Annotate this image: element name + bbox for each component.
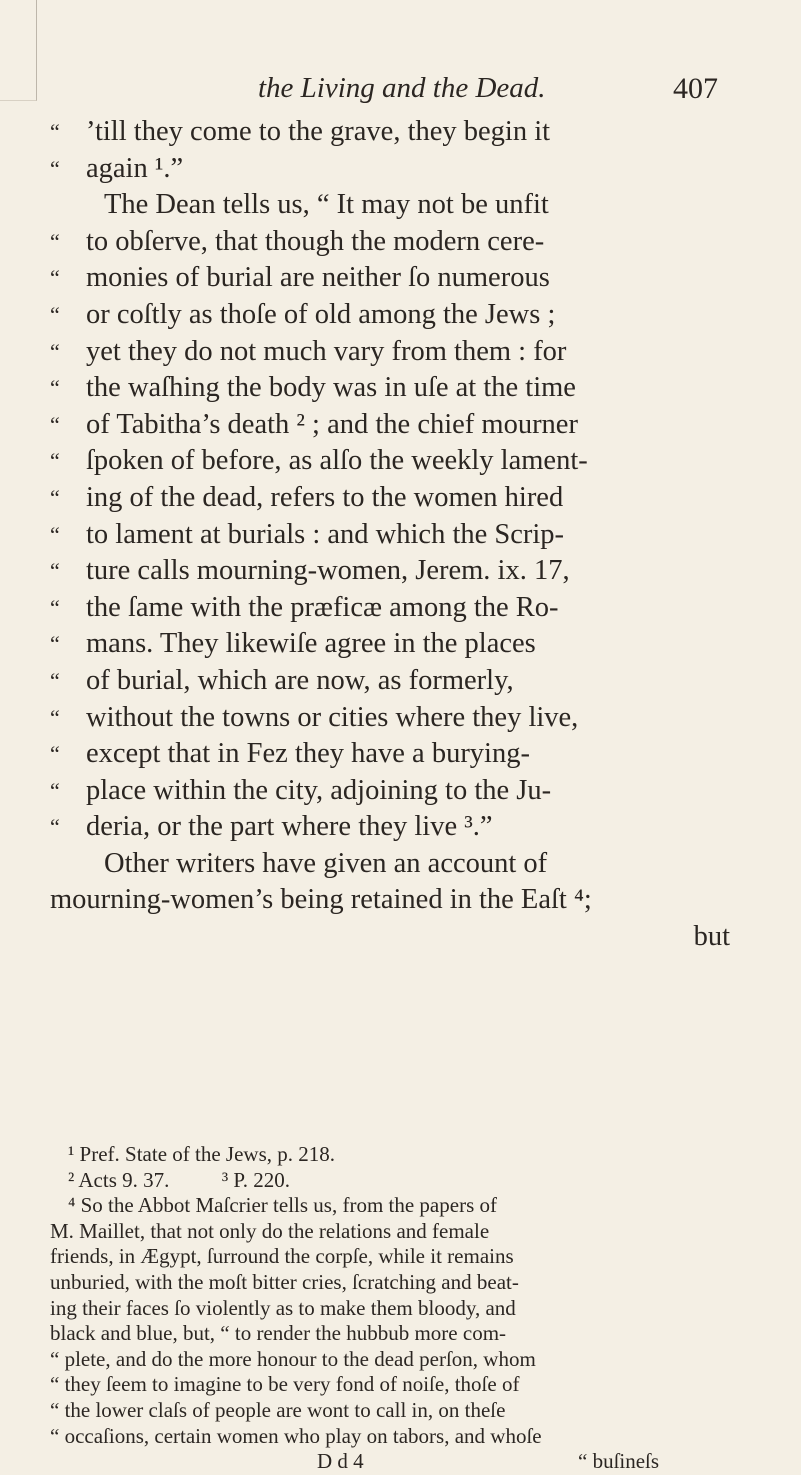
- footnote-line: [50, 1424, 730, 1450]
- quote-mark: “: [50, 155, 60, 181]
- line-text: again ¹.”: [86, 152, 184, 184]
- line-text: to obſerve, that though the modern cere-: [86, 225, 545, 257]
- text-line: [50, 407, 730, 444]
- line-text: Other writers have given an account of: [104, 847, 548, 879]
- text-line: [50, 553, 730, 590]
- quote-mark: “: [50, 448, 60, 474]
- footnote-line: [50, 1142, 730, 1168]
- quote-mark: “: [50, 521, 60, 547]
- footnote-text: “ plete, and do the more honour to the dead perſon, whom: [50, 1346, 536, 1371]
- footnote-line: [50, 1193, 730, 1219]
- running-head: [0, 72, 801, 112]
- quote-mark: “: [50, 814, 60, 840]
- line-text: without the towns or cities where they live,: [86, 701, 579, 733]
- quote-mark: “: [50, 777, 60, 803]
- line-text: the ſame with the præficæ among the Ro-: [86, 591, 559, 623]
- footnote-text: unburied, with the moſt bitter cries, ſcratching and beat-: [50, 1269, 519, 1294]
- footnote-text: ⁴ So the Abbot Maſcrier tells us, from the papers of: [68, 1193, 497, 1218]
- quote-mark: “: [50, 558, 60, 584]
- text-line: [50, 626, 730, 663]
- footnote-text: “ occaſions, certain women who play on tabors, and whoſe: [50, 1423, 542, 1448]
- line-text: yet they do not much vary from them : for: [86, 335, 567, 367]
- footnote-text: ing their faces ſo violently as to make them bloody, and: [50, 1295, 516, 1320]
- quote-mark: “: [50, 265, 60, 291]
- line-text: the waſhing the body was in uſe at the time: [86, 372, 576, 404]
- footnote-text: friends, in Ægypt, ſurround the corpſe, while it remains: [50, 1244, 514, 1269]
- text-line: [50, 297, 730, 334]
- quote-mark: “: [50, 484, 60, 510]
- text-line: [50, 773, 730, 810]
- footnote-text: M. Maillet, that not only do the relations and female: [50, 1218, 490, 1243]
- footnote-line: [50, 1168, 730, 1194]
- text-line: [50, 334, 730, 371]
- text-line: [50, 809, 730, 846]
- text-line: [50, 590, 730, 627]
- line-text: deria, or the part where they live ³.”: [86, 811, 493, 843]
- footnote-text: ² Acts 9. 37. ³ P. 220.: [68, 1167, 291, 1192]
- quote-mark: “: [50, 338, 60, 364]
- footnote-text: black and blue, but, “ to render the hubbub more com-: [50, 1321, 507, 1346]
- signature-line: [50, 1449, 730, 1475]
- footnote-line: [50, 1347, 730, 1373]
- signature-mark: D d 4: [317, 1449, 364, 1474]
- line-text: mans. They likewiſe agree in the places: [86, 628, 536, 660]
- line-text: of burial, which are now, as formerly,: [86, 664, 514, 696]
- line-text: or coſtly as thoſe of old among the Jews ;: [86, 298, 556, 330]
- line-text: place within the city, adjoining to the Ju-: [86, 774, 552, 806]
- catchword: “ buſineſs: [578, 1449, 660, 1474]
- footnote-line: [50, 1321, 730, 1347]
- footnote-text: “ the lower claſs of people are wont to call in, on theſe: [50, 1397, 506, 1422]
- line-text: ture calls mourning-women, Jerem. ix. 17,: [86, 555, 570, 587]
- line-text: The Dean tells us, “ It may not be unfit: [104, 189, 549, 221]
- footnotes: [50, 1142, 730, 1475]
- text-line: [50, 480, 730, 517]
- quote-mark: “: [50, 667, 60, 693]
- line-text: ’till they come to the grave, they begin it: [86, 116, 551, 147]
- body-text: [50, 114, 730, 956]
- quote-mark: “: [50, 375, 60, 401]
- text-line: [50, 260, 730, 297]
- quote-mark: “: [50, 228, 60, 254]
- line-text: mourning-women’s being retained in the Eaſt ⁴;: [50, 884, 592, 916]
- text-line: [50, 517, 730, 554]
- line-text: but: [693, 921, 730, 953]
- text-line: [50, 224, 730, 261]
- quote-mark: “: [50, 301, 60, 327]
- footnote-line: [50, 1244, 730, 1270]
- line-text: of Tabitha’s death ² ; and the chief mourner: [86, 408, 578, 440]
- text-line: [50, 151, 730, 188]
- footnote-line: [50, 1219, 730, 1245]
- footnote-line: [50, 1372, 730, 1398]
- text-line: [50, 919, 730, 956]
- quote-mark: “: [50, 594, 60, 620]
- text-line: [50, 846, 730, 883]
- line-text: monies of burial are neither ſo numerous: [86, 262, 550, 294]
- quote-mark: “: [50, 411, 60, 437]
- line-text: ſpoken of before, as alſo the weekly lament-: [86, 445, 588, 477]
- page-number: 407: [673, 72, 718, 105]
- footnote-text: “ they ſeem to imagine to be very fond of noiſe, thoſe of: [50, 1372, 520, 1397]
- footnote-text: ¹ Pref. State of the Jews, p. 218.: [68, 1142, 336, 1166]
- quote-mark: “: [50, 704, 60, 730]
- text-line: [50, 736, 730, 773]
- line-text: except that in Fez they have a burying-: [86, 738, 530, 770]
- text-line: [50, 187, 730, 224]
- quote-mark: “: [50, 119, 60, 144]
- footnote-line: [50, 1296, 730, 1322]
- text-line: [50, 443, 730, 480]
- text-line: [50, 882, 730, 919]
- text-line: [50, 370, 730, 407]
- text-line: [50, 663, 730, 700]
- footnote-line: [50, 1270, 730, 1296]
- quote-mark: “: [50, 631, 60, 657]
- text-line: [50, 114, 730, 151]
- line-text: to lament at burials : and which the Scrip-: [86, 518, 565, 550]
- line-text: ing of the dead, refers to the women hired: [86, 481, 564, 513]
- text-line: [50, 700, 730, 737]
- footnote-line: [50, 1398, 730, 1424]
- quote-mark: “: [50, 741, 60, 767]
- running-head-title: the Living and the Dead.: [258, 72, 546, 104]
